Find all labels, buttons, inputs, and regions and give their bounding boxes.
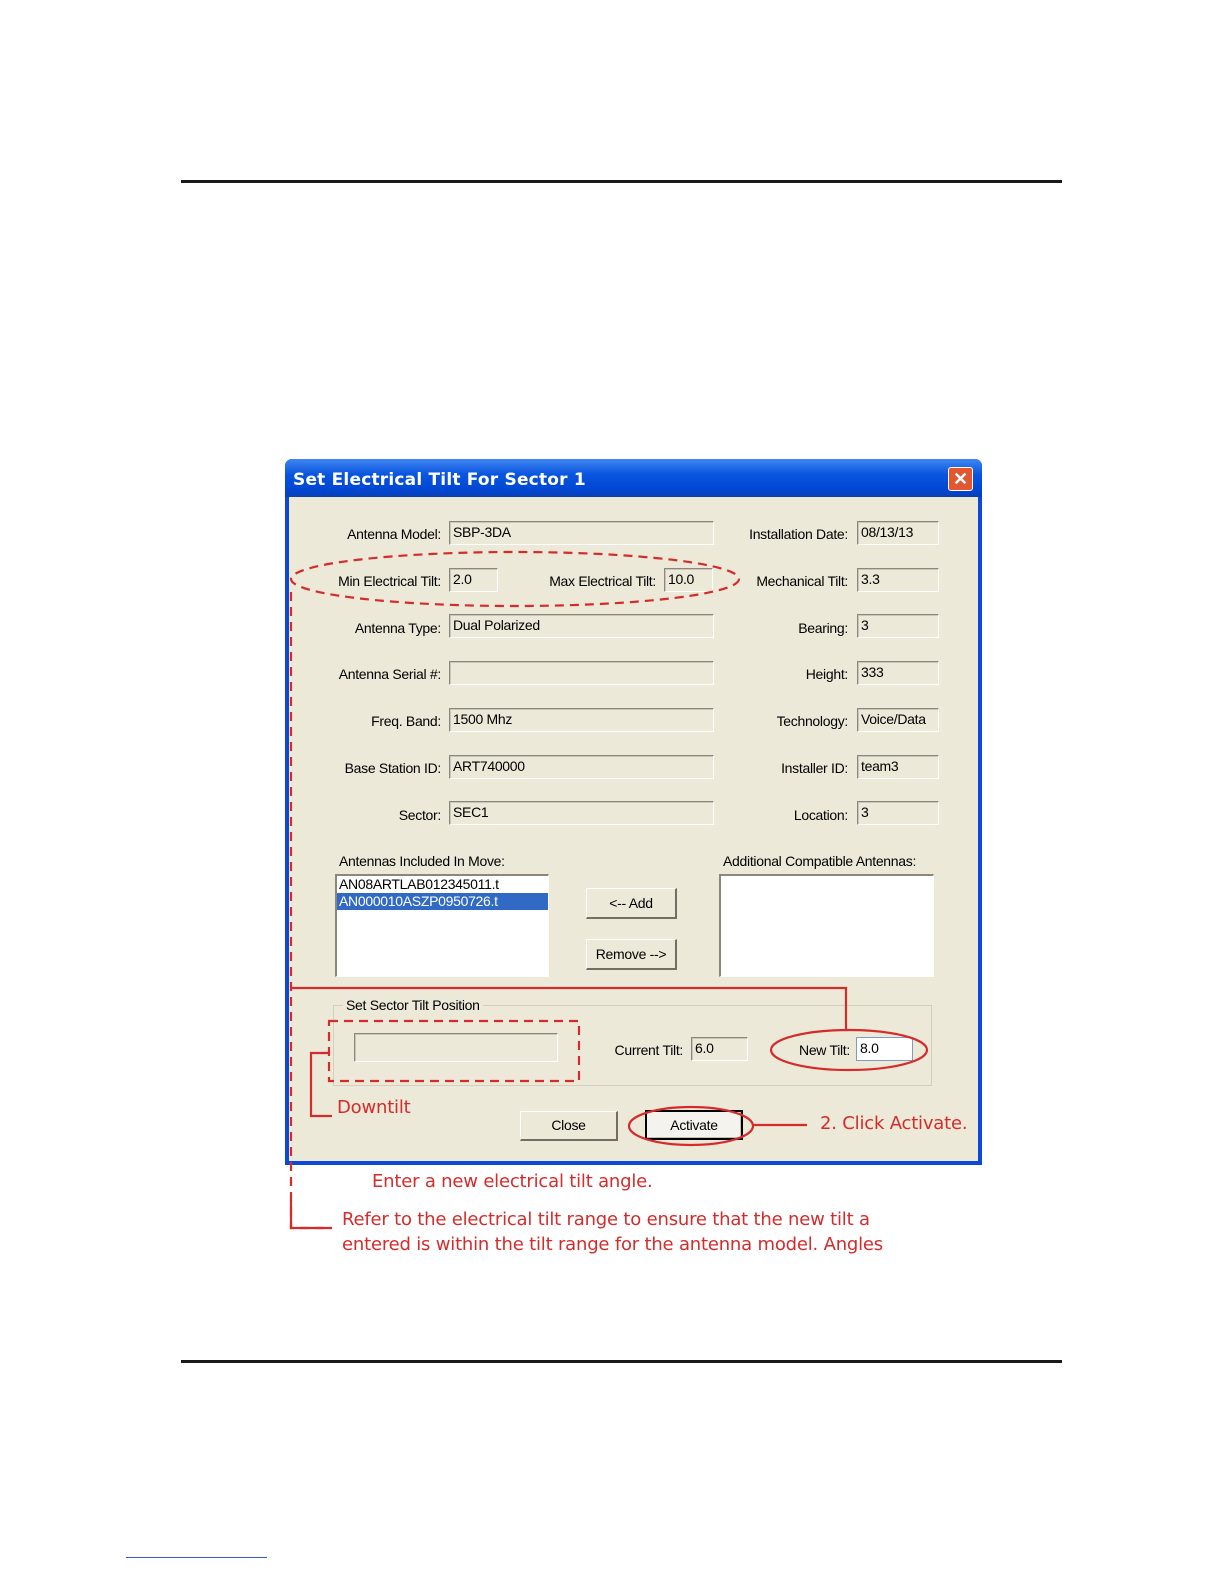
downtilt-annotation: Downtilt [337,1097,411,1118]
installer-id-field[interactable]: team3 [857,755,939,779]
refer-annotation-line1: Refer to the electrical tilt range to ensure that the new tilt a [342,1209,870,1230]
activate-ellipse [629,1107,753,1145]
max-tilt-field[interactable]: 10.0 [664,568,713,592]
list-item-selected[interactable]: AN000010ASZP0950726.t [337,893,548,910]
footer-link-underline [126,1557,267,1558]
antenna-type-field[interactable]: Dual Polarized [449,614,714,638]
antenna-serial-label: Antenna Serial #: [338,666,441,682]
antenna-model-field[interactable]: SBP-3DA [449,521,714,545]
activate-button[interactable]: Activate [645,1110,743,1140]
refer-annotation-line2: entered is within the tilt range for the antenna model. Angles [342,1234,883,1255]
location-field[interactable]: 3 [857,801,939,825]
base-station-label: Base Station ID: [344,760,441,776]
bearing-field[interactable]: 3 [857,614,939,638]
antenna-model-label: Antenna Model: [347,526,441,542]
max-tilt-label: Max Electrical Tilt: [549,573,656,589]
downtilt-dashed-box [329,1021,579,1081]
new-tilt-field[interactable]: 8.0 [856,1037,913,1061]
refer-bracket-solid [291,1200,332,1228]
enter-tilt-annotation: Enter a new electrical tilt angle. [372,1171,653,1192]
height-label: Height: [805,666,848,682]
freq-band-label: Freq. Band: [371,713,441,729]
new-tilt-label: New Tilt: [799,1042,850,1058]
sector-tilt-group-label: Set Sector Tilt Position [343,997,483,1013]
antenna-type-label: Antenna Type: [354,620,441,636]
close-button[interactable]: Close [520,1111,618,1141]
compatible-antennas-label: Additional Compatible Antennas: [723,853,917,869]
tilt-range-ellipse [291,552,739,606]
min-tilt-label: Min Electrical Tilt: [338,573,441,589]
mechanical-tilt-field[interactable]: 3.3 [857,568,939,592]
new-tilt-ellipse [771,1030,927,1070]
refer-bracket-line [291,592,332,1228]
location-label: Location: [793,807,848,823]
sector-label: Sector: [398,807,441,823]
installation-date-label: Installation Date: [749,526,848,542]
bottom-rule [181,1360,1062,1363]
installation-date-field[interactable]: 08/13/13 [857,521,939,545]
add-button[interactable]: <-- Add [586,888,677,919]
mechanical-tilt-label: Mechanical Tilt: [756,573,848,589]
technology-field[interactable]: Voice/Data [857,708,939,732]
current-tilt-label: Current Tilt: [614,1042,683,1058]
sector-field[interactable]: SEC1 [449,801,714,825]
new-tilt-leader [291,988,846,1030]
remove-button[interactable]: Remove --> [586,939,677,970]
base-station-field[interactable]: ART740000 [449,755,714,779]
included-antennas-label: Antennas Included In Move: [339,853,505,869]
click-activate-annotation: 2. Click Activate. [820,1113,968,1134]
bearing-label: Bearing: [798,620,848,636]
current-tilt-field[interactable]: 6.0 [691,1037,748,1061]
technology-label: Technology: [776,713,848,729]
close-icon[interactable]: ✕ [948,467,973,491]
min-tilt-field[interactable]: 2.0 [449,568,498,592]
height-field[interactable]: 333 [857,661,939,685]
installer-id-label: Installer ID: [781,760,848,776]
list-item[interactable]: AN08ARTLAB012345011.t [339,876,499,892]
dialog-title: Set Electrical Tilt For Sector 1 [293,470,586,490]
freq-band-field[interactable]: 1500 Mhz [449,708,714,732]
